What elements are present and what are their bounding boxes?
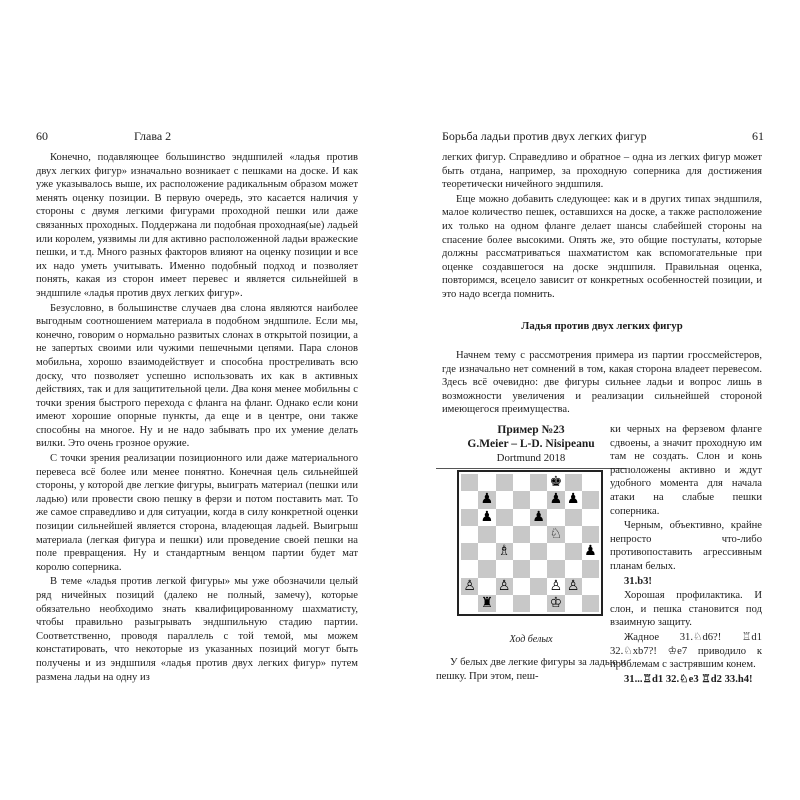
black-rook-icon: ♜ — [480, 594, 494, 611]
square-b5 — [478, 526, 495, 543]
chess-diagram — [457, 470, 603, 616]
square-b4 — [478, 543, 495, 560]
paragraph: ки черных на ферзевом фланге сдвоены, а значит проходную им там не создать. Слон и конь расположены активно и ждут удобного момента для начала атаки на слабые пешки соперника. — [610, 424, 762, 517]
square-h5 — [582, 526, 599, 543]
paragraph: Конечно, подавляющее большинство эндшпилей «ладья против двух легких фигур» изначально возникает с пешками на доске. И как уже указывалось выше, их расположение радикальным образом может менять оценку позиции. В первую очередь, это касается наличия у стороны с двумя легкими фигурами проходной пешки или даже связанных проходных. Поддержана ли подобная проходная(ые) ладьей или королем, уязвимы ли для активно расположенной ладьи вражеские пешки, и т.д. Много разных факторов влияют на оценку позиции и все их надо уметь учитывать. Именно подобный подход и позволяет понять, какая из сторон имеет перевес и является сильнейшей в эндшпиле «ладья против двух легких фигур». — [36, 152, 358, 299]
square-a4 — [461, 543, 478, 560]
example-players: G.Meier – L-D. Nisipeanu — [467, 438, 595, 450]
square-e5 — [530, 526, 547, 543]
paragraph: Еще можно добавить следующее: как и в других типах эндшпиля, малое количество пешек, оставшихся на доске, а также расположение их только на одном фланге делает шансы слабейшей стороны на спасение более высокими. Опять же, это общие постулаты, которые должны рассматриваться шахматистом как вспомогательные при оценке создавшегося на доске эндшпиля. Правильная оценка, повторимся, всецело зависит от конкретных особенностей позиции, и это надо всегда помнить. — [442, 193, 762, 300]
square-a3 — [461, 560, 478, 577]
square-b2 — [478, 578, 495, 595]
square-d4 — [513, 543, 530, 560]
square-b3 — [478, 560, 495, 577]
page-number-left: 60 — [36, 129, 48, 143]
white-king-icon: ♔ — [549, 594, 563, 611]
running-head-left: Глава 2 — [134, 129, 172, 143]
black-pawn-icon: ♟ — [532, 508, 545, 525]
square-f4 — [547, 543, 564, 560]
square-d5 — [513, 526, 530, 543]
section-heading: Ладья против двух легких фигур — [521, 320, 683, 332]
right-page — [400, 0, 800, 800]
square-b8 — [478, 474, 495, 491]
square-e2 — [530, 578, 547, 595]
paragraph: С точки зрения реализации позиционного или даже материального перевеса всё более или менее понятно. Конечная цель сильнейшей стороны, у которой две легкие фигуры, выиграть материал (пешки или ладью) или провести свою пешку в ферзи и потом поставить мат. То же самое справедливо и для ситуации, когда в силу конкретной оценки позиции сильнейшей является сторона, владеющая ладьей. Выигрыш материала (легкая фигура и пешки) или проведение своей пешки на поле превращения. Ну и стандартным венцом партии будет мат королю соперника. — [36, 453, 358, 573]
square-d2 — [513, 578, 530, 595]
square-a8 — [461, 474, 478, 491]
square-g3 — [565, 560, 582, 577]
white-pawn-icon: ♙ — [566, 577, 580, 594]
narrow-text-column — [610, 423, 762, 686]
diagram-caption: Ход белых — [509, 634, 553, 645]
left-text-column — [36, 151, 358, 684]
square-g5 — [565, 526, 582, 543]
square-h2 — [582, 578, 599, 595]
black-pawn-icon: ♟ — [566, 491, 580, 508]
black-pawn-icon: ♟ — [584, 543, 597, 559]
square-c6 — [496, 509, 513, 526]
square-e3 — [530, 560, 547, 577]
square-g8 — [565, 474, 582, 491]
paragraph: легких фигур. Справедливо и обратное – одна из легких фигур может быть отдана, например, за проходную соперника для достижения теоретически ничейного эндшпиля. — [442, 152, 762, 191]
under-diagram-text — [436, 656, 626, 683]
intro-text — [442, 349, 762, 417]
paragraph: Черным, объективно, крайне непросто что-либо противопоставить агрессивным планам белых. — [610, 520, 762, 572]
square-d3 — [513, 560, 530, 577]
example-title: Пример №23 — [497, 424, 565, 436]
square-c8 — [496, 474, 513, 491]
black-pawn-icon: ♟ — [480, 508, 494, 525]
square-c1 — [496, 595, 513, 612]
square-d8 — [513, 474, 530, 491]
square-h6 — [582, 509, 599, 526]
square-e1 — [530, 595, 547, 612]
black-king-icon: ♚ — [549, 474, 563, 490]
square-d1 — [513, 595, 530, 612]
paragraph: Жадное 31.♘d6?! ♖d1 32.♘xb7?! ♔e7 приводило к проблемам с застрявшим конем. — [610, 631, 762, 671]
square-d6 — [513, 509, 530, 526]
square-g1 — [565, 595, 582, 612]
square-f3 — [547, 560, 564, 577]
white-pawn-icon: ♙ — [549, 577, 563, 594]
square-g6 — [565, 509, 582, 526]
white-pawn-icon: ♙ — [497, 577, 511, 594]
example-header — [436, 423, 626, 474]
page-number-right: 61 — [752, 129, 764, 143]
move-notation: 31.b3! — [624, 575, 652, 587]
square-f6 — [547, 509, 564, 526]
black-pawn-icon: ♟ — [480, 491, 494, 508]
white-bishop-icon: ♗ — [497, 543, 511, 559]
divider — [436, 468, 626, 469]
paragraph: У белых две легкие фигуры за ладью и пешку. При этом, пеш- — [436, 657, 626, 682]
square-e7 — [530, 491, 547, 508]
square-e4 — [530, 543, 547, 560]
running-head-right: Борьба ладьи против двух легких фигур — [442, 129, 647, 143]
paragraph: Начнем тему с рассмотрения примера из партии гроссмейстеров, где изначально нет сомнений в том, какая сторона владеет перевесом. Здесь всё очевидно: две фигуры сильнее ладьи и вопрос лишь в возможности увеличения и реализации сильнейшей стороной имеющегося преимущества. — [442, 350, 762, 416]
chess-board — [461, 474, 599, 612]
white-pawn-icon: ♙ — [463, 577, 476, 594]
square-h7 — [582, 491, 599, 508]
square-e8 — [530, 474, 547, 491]
square-a1 — [461, 595, 478, 612]
square-g4 — [565, 543, 582, 560]
square-h1 — [582, 595, 599, 612]
paragraph: Хорошая профилактика. И слон, и пешка становится под взаимную защиту. — [610, 590, 762, 629]
square-a7 — [461, 491, 478, 508]
square-h3 — [582, 560, 599, 577]
move-notation: 31...♖d1 32.♘e3 ♖d2 33.h4! — [624, 673, 753, 685]
square-c3 — [496, 560, 513, 577]
square-c7 — [496, 491, 513, 508]
black-pawn-icon: ♟ — [549, 491, 563, 508]
right-text-column — [442, 151, 762, 302]
square-c5 — [496, 526, 513, 543]
paragraph: В теме «ладья против легкой фигуры» мы уже обозначили целый ряд ничейных позиций (далеко не полный, замечу), которые обязательно необходимо знать квалифицированному шахматисту, чтобы правильно разыгрывать эндшпильную стадию партии. Соответственно, проводя параллель с той темой, мы можем констатировать, что некоторые из указанных позиций могут быть получены и из эндшпиля «ладья против двух легких фигур» путем размена ладьи на одну из — [36, 576, 358, 683]
square-h8 — [582, 474, 599, 491]
example-event: Dortmund 2018 — [496, 452, 566, 464]
white-knight-icon: ♘ — [549, 525, 563, 542]
square-d7 — [513, 491, 530, 508]
square-a5 — [461, 526, 478, 543]
square-a6 — [461, 509, 478, 526]
paragraph: Безусловно, в большинстве случаев два слона являются наиболее выгодным соотношением материала в подобном эндшпиле. Если мы, конечно, говорим о нормально развитых слонах в открытой позиции, а не запертых своими или чужими пешечными цепями. Пара слонов мобильна, хорошо взаимодействует и способна простреливать всю доску, что позволяет успешно использовать их как в активных действиях, так и для защитительной цели. Два коня менее мобильны с точки зрения быстрого перехода с фланга на фланг. Однако если кони имеют хорошие опорные пункты, да еще и в центре, они также способны на многое. Ну и не надо забывать про их умение делать вилки. Это очень грозное оружие. — [36, 302, 358, 450]
